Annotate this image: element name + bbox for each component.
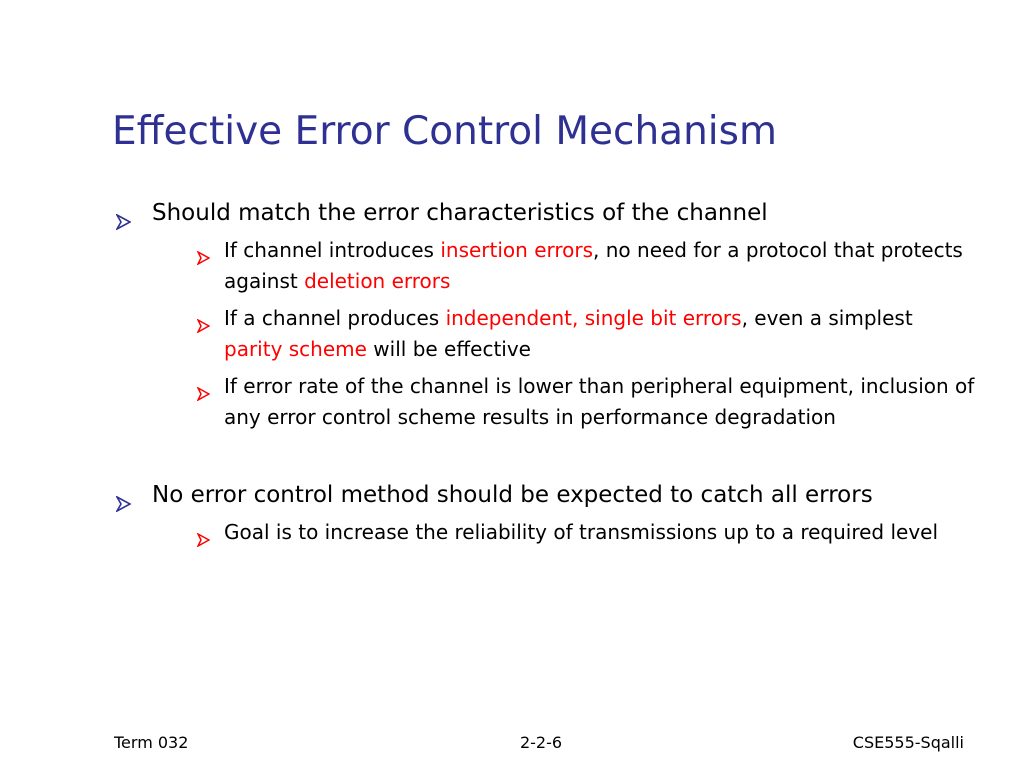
- footer-term: Term 032: [114, 733, 189, 752]
- arrow-bullet-icon: [197, 379, 210, 410]
- sub-bullet-item: [196, 371, 981, 433]
- arrow-bullet-icon: [197, 243, 210, 274]
- arrow-bullet-icon: [116, 205, 131, 241]
- sub-bullet-text: If a channel produces: [224, 306, 446, 330]
- footer-slide-number: 2-2-6: [519, 733, 563, 752]
- highlight-text: deletion errors: [304, 269, 451, 293]
- sub-bullet-item: [196, 235, 976, 297]
- bullet-item: [112, 477, 992, 513]
- arrow-bullet-icon: [197, 311, 210, 342]
- highlight-text: parity scheme: [224, 337, 367, 361]
- sub-bullet-text: , no need for a protocol that protects against: [224, 238, 970, 293]
- bullet-text: Should match the error characteristics of the channel: [152, 200, 768, 226]
- footer-course: CSE555-Sqalli: [852, 733, 964, 752]
- sub-bullet-item: [196, 517, 976, 548]
- sub-bullet-item: [196, 303, 976, 365]
- slide-title: Effective Error Control Mechanism: [112, 109, 777, 154]
- arrow-bullet-icon: [197, 525, 210, 556]
- bullet-text: No error control method should be expected to catch all errors: [152, 482, 873, 508]
- bullet-item: [112, 195, 992, 231]
- sub-bullet-text: If channel introduces: [224, 238, 441, 262]
- sub-bullet-text: , even a simplest: [741, 306, 920, 330]
- slide-body: [112, 195, 992, 548]
- arrow-bullet-icon: [116, 487, 131, 523]
- sub-bullet-text: Goal is to increase the reliability of transmissions up to a required level: [224, 520, 939, 544]
- highlight-text: insertion errors: [440, 238, 594, 262]
- highlight-text: independent, single bit errors: [445, 306, 742, 330]
- sub-bullet-text: If error rate of the channel is lower than peripheral equipment, inclusion of any error control scheme results in performance degradation: [224, 374, 981, 429]
- sub-bullet-text: will be effective: [366, 337, 531, 361]
